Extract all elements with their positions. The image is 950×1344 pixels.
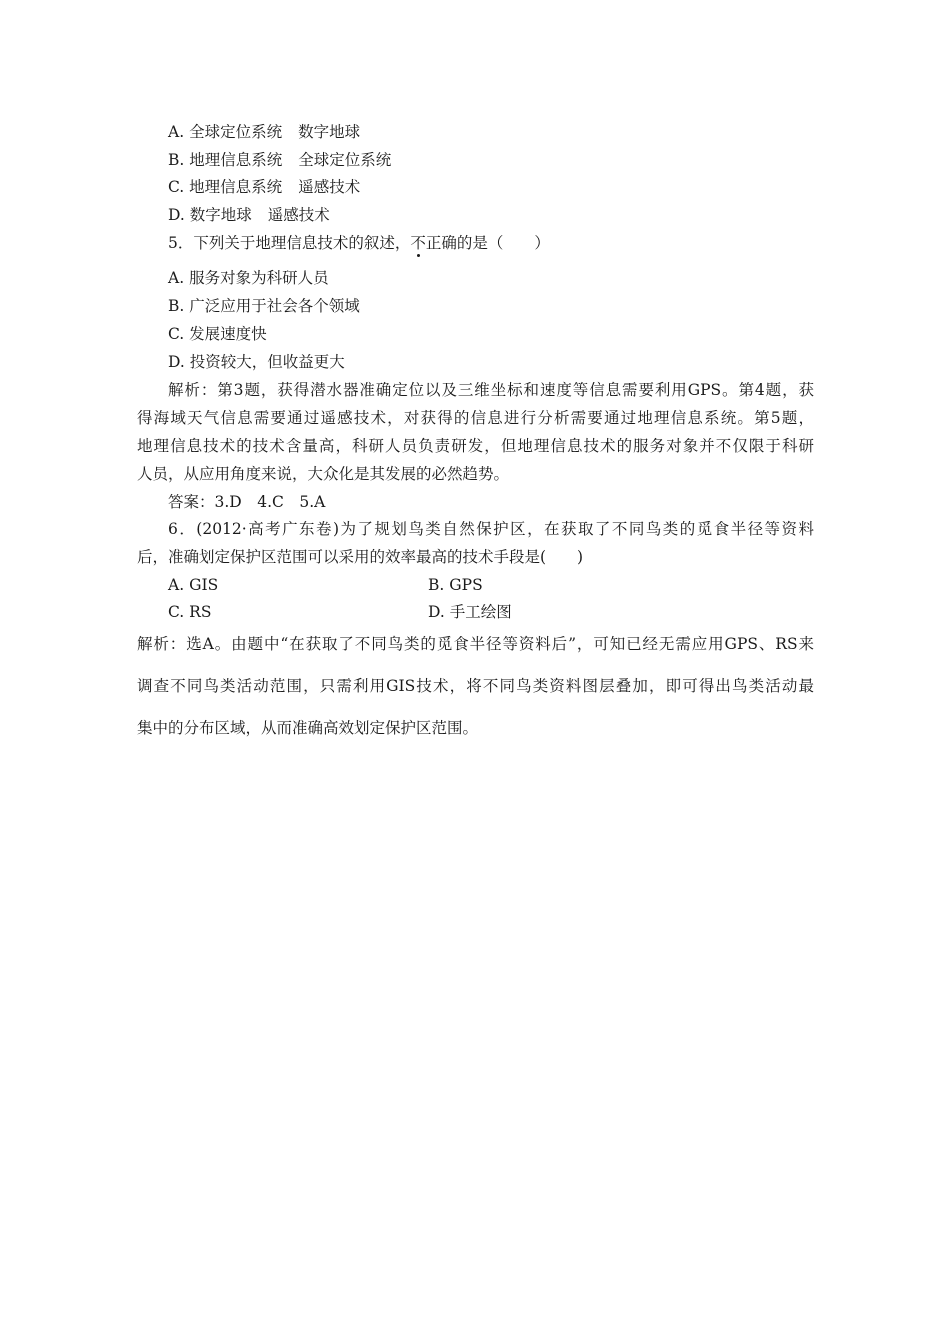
q6-option-d — [428, 602, 512, 622]
option-text: RS — [189, 603, 212, 621]
q6-option-a — [168, 575, 218, 595]
option-text: 广泛应用于社会各个领域 — [189, 297, 360, 315]
option-text: 服务对象为科研人员 — [189, 269, 329, 287]
option-text: 手工绘图 — [449, 603, 512, 621]
option-text: 投资较大，但收益更大 — [189, 353, 345, 371]
answer-line: 答案：3.D 4.C 5.A — [168, 493, 326, 511]
option-text: 数字地球 — [189, 206, 252, 224]
emphasis-dot-text: 不 — [410, 234, 426, 252]
analysis-paragraph: 集中的分布区域，从而准确高效划定保护区范围。 — [137, 719, 479, 737]
analysis-paragraph: 得海域天气信息需要通过遥感技术，对获得的信息进行分析需要通过地理信息系统。第5题， — [137, 409, 814, 427]
stem-text: 5．下列关于地理信息技术的叙述， — [168, 234, 411, 252]
q6-stem: 6．(2012·高考广东卷)为了规划鸟类自然保护区，在获取了不同鸟类的觅食半径等资料 — [168, 520, 814, 538]
analysis-paragraph: 人员，从应用角度来说，大众化是其发展的必然趋势。 — [137, 465, 510, 483]
option-text: 遥感技术 — [267, 206, 330, 224]
option-label: A. — [168, 269, 185, 287]
q6-stem: 后，准确划定保护区范围可以采用的效率最高的技术手段是( ) — [137, 548, 584, 566]
q5-option-d — [168, 352, 345, 372]
option-label: C. — [168, 603, 185, 621]
q4-option-c — [168, 177, 360, 197]
option-text: GIS — [189, 576, 219, 594]
q5-option-a — [168, 268, 329, 288]
q5-option-b — [168, 296, 360, 316]
option-text: 全球定位系统 — [189, 123, 283, 141]
option-text: 数字地球 — [298, 123, 361, 141]
q4-option-a — [168, 122, 360, 142]
option-label: C. — [168, 178, 185, 196]
option-text: 遥感技术 — [298, 178, 361, 196]
option-label: B. — [168, 297, 185, 315]
q6-option-b — [428, 575, 483, 595]
option-text: 全球定位系统 — [298, 151, 392, 169]
option-text: GPS — [449, 576, 483, 594]
option-text: 发展速度快 — [189, 325, 267, 343]
option-text: 地理信息系统 — [189, 151, 283, 169]
option-label: D. — [168, 353, 185, 371]
q6-option-c — [168, 602, 211, 622]
stem-text: 正确的是（ ） — [425, 234, 550, 252]
q4-option-b — [168, 150, 391, 170]
option-label: D. — [428, 603, 445, 621]
option-label: B. — [428, 576, 445, 594]
option-label: D. — [168, 206, 185, 224]
q5-option-c — [168, 324, 267, 344]
analysis-paragraph: 解析：第3题，获得潜水器准确定位以及三维坐标和速度等信息需要利用GPS。第4题，获 — [168, 381, 814, 399]
analysis-paragraph: 地理信息技术的技术含量高，科研人员负责研发，但地理信息技术的服务对象并不仅限于科研 — [137, 437, 814, 455]
q4-option-d — [168, 205, 330, 225]
option-label: B. — [168, 151, 185, 169]
q5-stem — [168, 233, 550, 253]
option-text: 地理信息系统 — [189, 178, 283, 196]
option-label: A. — [168, 123, 185, 141]
option-label: C. — [168, 325, 185, 343]
analysis-paragraph: 解析：选A。由题中“在获取了不同鸟类的觅食半径等资料后”，可知已经无需应用GPS、RS来 — [137, 635, 814, 653]
analysis-paragraph: 调查不同鸟类活动范围，只需利用GIS技术，将不同鸟类资料图层叠加，即可得出鸟类活动最 — [137, 677, 814, 695]
option-label: A. — [168, 576, 185, 594]
